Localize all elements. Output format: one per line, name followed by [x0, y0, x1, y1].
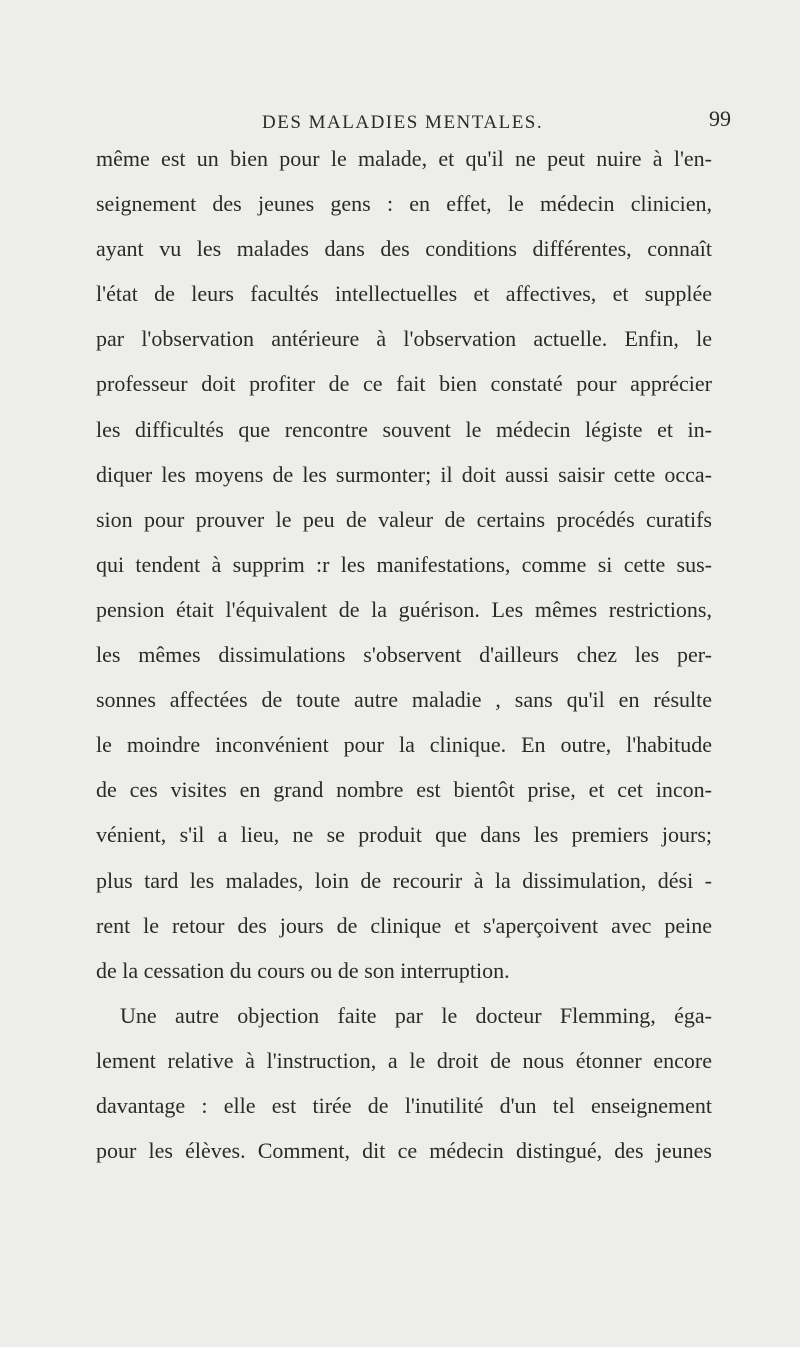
text-line: pension était l'équivalent de la guérison. Les mêmes restrictions, — [96, 596, 712, 622]
text-line: même est un bien pour le malade, et qu'il ne peut nuire à l'en- — [96, 146, 712, 171]
text-line: lement relative à l'instruction, a le droit de nous étonner encore — [96, 1047, 712, 1073]
page-number: 99 — [709, 106, 731, 131]
text-line: seignement des jeunes gens : en effet, le médecin clinicien, — [96, 191, 712, 217]
text-line: pour les élèves. Comment, dit ce médecin distingué, des jeunes — [96, 1138, 712, 1164]
text-line: diquer les moyens de les surmonter; il doit aussi saisir cette occa- — [96, 461, 712, 487]
text-line: de ces visites en grand nombre est bientôt prise, et cet incon- — [96, 777, 712, 803]
text-line: davantage : elle est tirée de l'inutilité d'un tel enseignement — [96, 1092, 712, 1118]
text-line: les mêmes dissimulations s'observent d'ailleurs chez les per- — [96, 642, 712, 668]
text-line-paragraph-start: Une autre objection faite par le docteur Flemming, éga- — [120, 1002, 712, 1028]
text-line: les difficultés que rencontre souvent le médecin légiste et in- — [96, 416, 712, 442]
text-line: plus tard les malades, loin de recourir à la dissimulation, dési - — [96, 867, 712, 893]
body-text — [96, 136, 712, 1173]
text-line: professeur doit profiter de ce fait bien constaté pour apprécier — [96, 371, 712, 397]
text-line: l'état de leurs facultés intellectuelles et affectives, et supplée — [96, 281, 712, 307]
text-line: sion pour prouver le peu de valeur de certains procédés curatifs — [96, 506, 712, 532]
text-line: le moindre inconvénient pour la clinique. En outre, l'habitude — [96, 732, 712, 758]
text-line: ayant vu les malades dans des conditions différentes, connaît — [96, 236, 712, 262]
text-line: par l'observation antérieure à l'observation actuelle. Enfin, le — [96, 326, 712, 352]
text-line-paragraph-end: de la cessation du cours ou de son interruption. — [96, 957, 510, 983]
text-line: vénient, s'il a lieu, ne se produit que dans les premiers jours; — [96, 822, 712, 848]
text-line: qui tendent à supprim :r les manifestations, comme si cette sus- — [96, 551, 712, 577]
running-head: DES MALADIES MENTALES. — [262, 112, 544, 133]
text-line: sonnes affectées de toute autre maladie , sans qu'il en résulte — [96, 687, 712, 713]
text-line: rent le retour des jours de clinique et s'aperçoivent avec peine — [96, 912, 712, 938]
